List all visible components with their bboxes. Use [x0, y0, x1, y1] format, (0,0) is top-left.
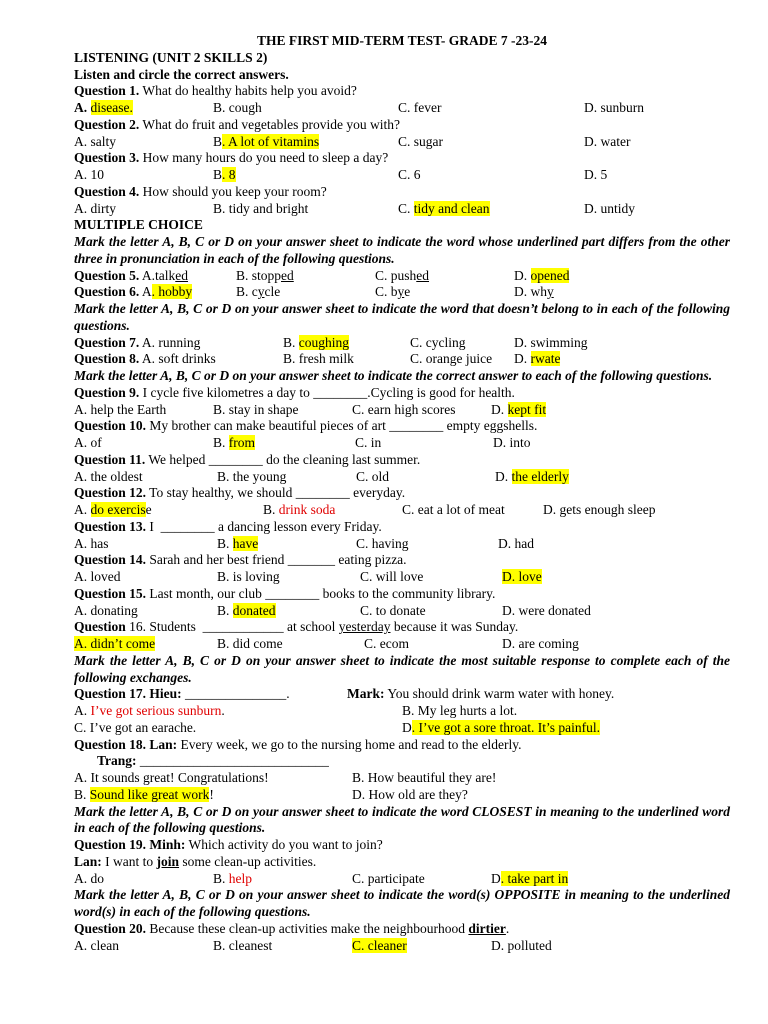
question-label: Question 20.	[74, 920, 147, 936]
option-c[interactable]	[398, 201, 490, 218]
option-text: cle	[264, 284, 281, 300]
question-19	[74, 837, 730, 854]
answer-highlight: donated	[232, 602, 276, 618]
speaker-mark	[347, 686, 614, 703]
option-a[interactable]	[74, 268, 188, 285]
option-text: e	[145, 502, 152, 517]
question-label: Question 17. Hieu:	[74, 686, 182, 702]
option-letter: C.	[398, 200, 414, 216]
option-b[interactable]	[236, 284, 280, 301]
option-b[interactable]	[213, 871, 252, 888]
option-b[interactable]: B. How beautiful they are!	[352, 770, 497, 785]
option-d[interactable]: D. water	[584, 133, 631, 149]
underlined-part: y	[257, 284, 265, 300]
option-a[interactable]: A. It sounds great! Congratulations!	[74, 770, 269, 785]
options-16	[74, 636, 730, 653]
question-label: Question	[74, 619, 130, 635]
option-a[interactable]: A. has	[74, 535, 109, 551]
option-a[interactable]	[74, 100, 133, 117]
option-a[interactable]	[74, 335, 200, 352]
option-a[interactable]: A. the oldest	[74, 468, 143, 484]
option-b[interactable]	[263, 502, 335, 519]
option-letter: B.	[283, 334, 299, 350]
speaker-text: some clean-up activities.	[179, 853, 317, 869]
question-text: Sarah and her best friend _______ eating pizza.	[146, 552, 407, 568]
answer-highlight: do exercis	[90, 502, 146, 517]
option-c[interactable]: C. eat a lot of meat	[402, 502, 505, 517]
question-text: What do fruit and vegetables provide you with?	[139, 116, 400, 132]
question-label: Question 8.	[74, 351, 140, 367]
question-10	[74, 418, 730, 435]
question-label: Question 19. Minh:	[74, 837, 186, 852]
options-15	[74, 603, 730, 620]
question-label: Question 15.	[74, 585, 147, 601]
option-c[interactable]: C. to donate	[360, 602, 426, 618]
option-c[interactable]	[74, 787, 214, 804]
option-text: A.talk	[139, 267, 176, 283]
speaker-lan	[74, 854, 730, 871]
test-page	[74, 33, 730, 954]
option-letter: A.	[74, 703, 91, 718]
speaker-text: I want to	[101, 853, 157, 869]
option-letter: D.	[514, 267, 531, 283]
answer-highlight: . I’ve got a sore throat. It’s painful.	[411, 719, 600, 735]
options-14	[74, 569, 730, 586]
option-c[interactable]: C. participate	[352, 870, 425, 886]
answer-highlight: . hobby	[151, 284, 193, 300]
question-label: Question 11.	[74, 451, 146, 467]
underlined-part: ed	[175, 267, 189, 283]
option-d[interactable]	[402, 720, 600, 737]
option-b[interactable]	[217, 603, 276, 620]
options-4	[74, 201, 730, 218]
options-20	[74, 938, 730, 955]
instruction-correct-answer: Mark the letter A, B, C or D on your answer sheet to indicate the correct answer to each of the following questions.	[74, 368, 713, 383]
option-c[interactable]: C. fever	[398, 100, 442, 115]
option-d[interactable]: D. had	[498, 535, 534, 551]
option-d[interactable]	[514, 351, 560, 368]
option-letter: D.	[491, 401, 508, 417]
answer-highlight: kept fit	[507, 401, 547, 417]
question-text: I ________ a dancing lesson every Friday.	[146, 518, 382, 534]
answer-highlight: disease.	[90, 100, 133, 115]
option-a[interactable]: A. help the Earth	[74, 401, 167, 417]
option-letter: D	[491, 870, 501, 886]
option-a[interactable]: A. loved	[74, 569, 121, 584]
option-a[interactable]	[74, 636, 155, 653]
question-text: .	[505, 920, 510, 936]
question-16	[74, 619, 730, 636]
option-b[interactable]	[213, 167, 236, 184]
answer-highlight: A. didn’t come	[74, 636, 156, 651]
option-letter: B.	[213, 870, 229, 886]
option-c[interactable]: C. will love	[360, 569, 424, 584]
option-c[interactable]: C. having	[356, 535, 409, 551]
question-5	[74, 268, 730, 285]
options-18-ab	[74, 770, 730, 787]
option-letter: B.	[217, 535, 233, 551]
option-d[interactable]: D. gets enough sleep	[543, 502, 656, 517]
underlined-word: dirtier	[468, 920, 506, 936]
option-a[interactable]: A. do	[74, 870, 104, 886]
option-d[interactable]	[495, 469, 569, 486]
question-label: Question 9.	[74, 384, 140, 400]
instruction-response: Mark the letter A, B, C or D on your answer sheet to indicate the most suitable response to complete each of the following exchanges.	[74, 652, 730, 685]
question-text: We helped ________ do the cleaning last summer.	[145, 451, 421, 467]
option-d[interactable]	[514, 268, 569, 285]
option-d[interactable]: D. sunburn	[584, 100, 644, 115]
option-text-red: drink soda	[278, 502, 336, 517]
question-9	[74, 385, 730, 402]
option-b[interactable]	[213, 134, 319, 151]
option-b[interactable]: B. fresh milk	[283, 351, 354, 367]
question-label: Question 6.	[74, 284, 140, 300]
options-18-cd	[74, 787, 730, 804]
options-11	[74, 469, 730, 486]
option-b[interactable]: B. cleanest	[213, 937, 273, 953]
underlined-part: ed	[416, 267, 430, 283]
options-3	[74, 167, 730, 184]
option-d[interactable]: D. 5	[584, 167, 608, 182]
option-text: .	[221, 703, 225, 718]
answer-highlight: the elderly	[511, 468, 569, 484]
option-a[interactable]: A. clean	[74, 937, 119, 953]
underlined-part: ed	[281, 267, 294, 283]
answer-blank: _______________.	[181, 686, 290, 702]
answer-highlight: coughing	[298, 334, 350, 350]
answer-highlight: have	[232, 535, 259, 551]
option-text: B. c	[236, 284, 258, 300]
option-letter: A	[139, 284, 152, 300]
option-c[interactable]: C. orange juice	[410, 351, 493, 367]
option-c[interactable]: C. ecom	[364, 636, 409, 651]
options-12	[74, 502, 730, 519]
answer-highlight: C. cleaner	[352, 937, 407, 953]
options-17-cd	[74, 720, 730, 737]
question-text: because it was Sunday.	[390, 619, 519, 635]
option-a[interactable]: A. dirty	[74, 200, 116, 216]
question-label: Question 5.	[74, 267, 140, 283]
options-2	[74, 134, 730, 151]
instruction-closest: Mark the letter A, B, C or D on your answer sheet to indicate the word CLOSEST in meaning to the underlined word in each of the following questions.	[74, 803, 730, 836]
options-13	[74, 536, 730, 553]
option-c[interactable]	[375, 284, 410, 301]
question-label: Question 14.	[74, 552, 147, 568]
option-a[interactable]: A. donating	[74, 602, 138, 618]
underlined-part: y	[547, 284, 554, 300]
answer-highlight: Sound like great work	[89, 786, 210, 802]
option-d[interactable]: D. How old are they?	[352, 786, 468, 802]
question-text: What do healthy habits help you avoid?	[139, 83, 357, 99]
question-3	[74, 150, 730, 167]
option-a[interactable]	[74, 351, 216, 368]
question-12	[74, 485, 730, 502]
option-b[interactable]	[213, 435, 255, 452]
question-text: Last month, our club ________ books to the community library.	[146, 585, 496, 601]
question-label: Question 12.	[74, 485, 147, 501]
answer-highlight: from	[228, 435, 256, 450]
option-b[interactable]: B. the young	[217, 468, 287, 484]
instruction-odd-one-out: Mark the letter A, B, C or D on your answer sheet to indicate the word that doesn’t belong to in each of the following questions.	[74, 301, 730, 333]
option-c[interactable]: C. 6	[398, 167, 421, 182]
option-d[interactable]: D. swimming	[514, 334, 588, 350]
option-d[interactable]	[502, 569, 542, 586]
option-letter: D.	[514, 351, 531, 367]
answer-highlight: . 8	[222, 167, 236, 182]
option-b[interactable]: B. did come	[217, 636, 283, 651]
listening-heading: LISTENING (UNIT 2 SKILLS 2)	[74, 49, 268, 65]
option-c[interactable]	[352, 938, 407, 955]
question-13	[74, 519, 730, 536]
question-label: Question 10.	[74, 418, 147, 434]
underlined-word: yesterday	[338, 619, 391, 635]
underlined-part: y	[397, 284, 405, 300]
option-text: B. stopp	[236, 267, 282, 283]
option-a[interactable]	[74, 502, 152, 519]
option-letter: B	[213, 133, 223, 149]
option-b[interactable]	[236, 268, 294, 285]
option-text: C. push	[375, 267, 417, 283]
option-text: D. wh	[514, 284, 547, 300]
option-d[interactable]: D. untidy	[584, 200, 636, 216]
question-label: Question 1.	[74, 83, 140, 99]
answer-highlight: . A lot of vitamins	[222, 133, 320, 149]
option-c[interactable]: C. I’ve got an earache.	[74, 719, 197, 735]
question-text: 16. Students ____________ at school	[129, 619, 339, 635]
options-1	[74, 100, 730, 117]
question-7	[74, 335, 730, 352]
option-d[interactable]	[514, 284, 554, 301]
option-d[interactable]: D. are coming	[502, 636, 579, 651]
question-18	[74, 737, 730, 754]
option-d[interactable]	[491, 871, 568, 888]
option-a[interactable]	[74, 284, 192, 301]
question-label: Question 7.	[74, 334, 140, 350]
option-text: e	[404, 284, 411, 300]
option-letter: B.	[213, 435, 229, 450]
answer-highlight: rwate	[530, 351, 561, 367]
option-text: !	[209, 786, 214, 802]
question-4	[74, 184, 730, 201]
answer-blank: ____________________________	[136, 753, 329, 769]
option-c[interactable]: C. in	[355, 435, 382, 450]
answer-highlight: tidy and clean	[413, 200, 490, 216]
option-d[interactable]	[491, 402, 546, 419]
options-10	[74, 435, 730, 452]
option-b[interactable]	[217, 536, 258, 553]
answer-highlight: D. love	[502, 569, 542, 584]
option-c[interactable]: C. old	[356, 468, 390, 484]
option-c[interactable]: C. cycling	[410, 334, 466, 350]
option-a[interactable]: A. of	[74, 435, 102, 450]
option-a[interactable]: A. salty	[74, 133, 116, 149]
question-1	[74, 83, 730, 100]
speaker-label: Lan:	[74, 853, 102, 869]
option-letter: B.	[74, 786, 90, 802]
speaker-text: You should drink warm water with honey.	[384, 686, 615, 702]
options-19	[74, 871, 730, 888]
question-15	[74, 586, 730, 603]
options-9	[74, 402, 730, 419]
option-letter: D.	[495, 468, 512, 484]
option-letter: B.	[217, 602, 233, 618]
option-letter: A.	[74, 100, 91, 115]
option-c[interactable]: C. earn high scores	[352, 401, 456, 417]
option-c[interactable]	[375, 268, 429, 285]
instruction-pronunciation: Mark the letter A, B, C or D on your answer sheet to indicate the word whose underlined part differs from the other three in pronunciation in each of the following questions.	[74, 234, 730, 266]
question-text: How should you keep your room?	[139, 183, 327, 199]
underlined-word: join	[156, 853, 180, 869]
question-label: Question 2.	[74, 116, 140, 132]
option-letter: D	[402, 719, 412, 735]
option-text-red: help	[228, 870, 253, 886]
option-d[interactable]: D. were donated	[502, 602, 591, 618]
question-label: Question 18. Lan:	[74, 736, 178, 752]
option-c[interactable]: C. sugar	[398, 133, 443, 149]
question-17	[74, 686, 730, 703]
answer-highlight: . take part in	[500, 870, 569, 886]
test-title: THE FIRST MID-TERM TEST- GRADE 7 -23-24	[256, 33, 548, 48]
speaker-label: Mark:	[347, 686, 385, 702]
question-14	[74, 552, 730, 569]
option-text: A. running	[139, 334, 201, 350]
answer-highlight: opened	[530, 267, 570, 283]
option-b[interactable]: B. stay in shape	[213, 401, 299, 417]
question-text: I cycle five kilometres a day to ________.Cycling is good for health.	[139, 384, 515, 400]
instruction-opposite: Mark the letter A, B, C or D on your answer sheet to indicate the word(s) OPPOSITE in meaning to the underlined word(s) in each of the following questions.	[74, 887, 730, 919]
option-letter: B.	[263, 502, 279, 517]
option-text: A. soft drinks	[139, 351, 216, 367]
option-text: C. b	[375, 284, 398, 300]
option-b[interactable]: B. is loving	[217, 569, 280, 584]
option-b[interactable]	[283, 335, 349, 352]
question-text: Which activity do you want to join?	[185, 837, 383, 852]
question-11	[74, 452, 730, 469]
option-d[interactable]: D. into	[493, 435, 531, 450]
question-2	[74, 117, 730, 134]
mc-heading: MULTIPLE CHOICE	[74, 217, 203, 233]
question-20	[74, 921, 730, 938]
question-text: Every week, we go to the nursing home and read to the elderly.	[177, 736, 522, 752]
option-d[interactable]: D. polluted	[491, 937, 552, 953]
listening-instruction: Listen and circle the correct answers.	[74, 66, 289, 82]
option-letter: B	[213, 167, 223, 182]
question-6	[74, 284, 730, 301]
speaker-label: Trang:	[97, 753, 137, 769]
option-b[interactable]: B. tidy and bright	[213, 200, 309, 216]
speaker-trang	[74, 753, 730, 770]
option-letter: A.	[74, 502, 91, 517]
question-text: Because these clean-up activities make the neighbourhood	[146, 920, 469, 936]
question-text: To stay healthy, we should ________ everyday.	[146, 485, 406, 501]
option-text-red: I’ve got serious sunburn	[90, 703, 222, 718]
option-a[interactable]: A. 10	[74, 167, 104, 182]
options-17-ab	[74, 703, 730, 720]
question-label: Question 3.	[74, 150, 140, 166]
question-text: My brother can make beautiful pieces of art ________ empty eggshells.	[146, 418, 538, 434]
option-b[interactable]: B. My leg hurts a lot.	[402, 703, 518, 718]
question-label: Question 4.	[74, 183, 140, 199]
question-8	[74, 351, 730, 368]
question-label: Question 13.	[74, 518, 147, 534]
option-b[interactable]: B. cough	[213, 100, 262, 115]
option-a[interactable]	[74, 703, 225, 720]
question-text: How many hours do you need to sleep a day?	[139, 150, 389, 166]
